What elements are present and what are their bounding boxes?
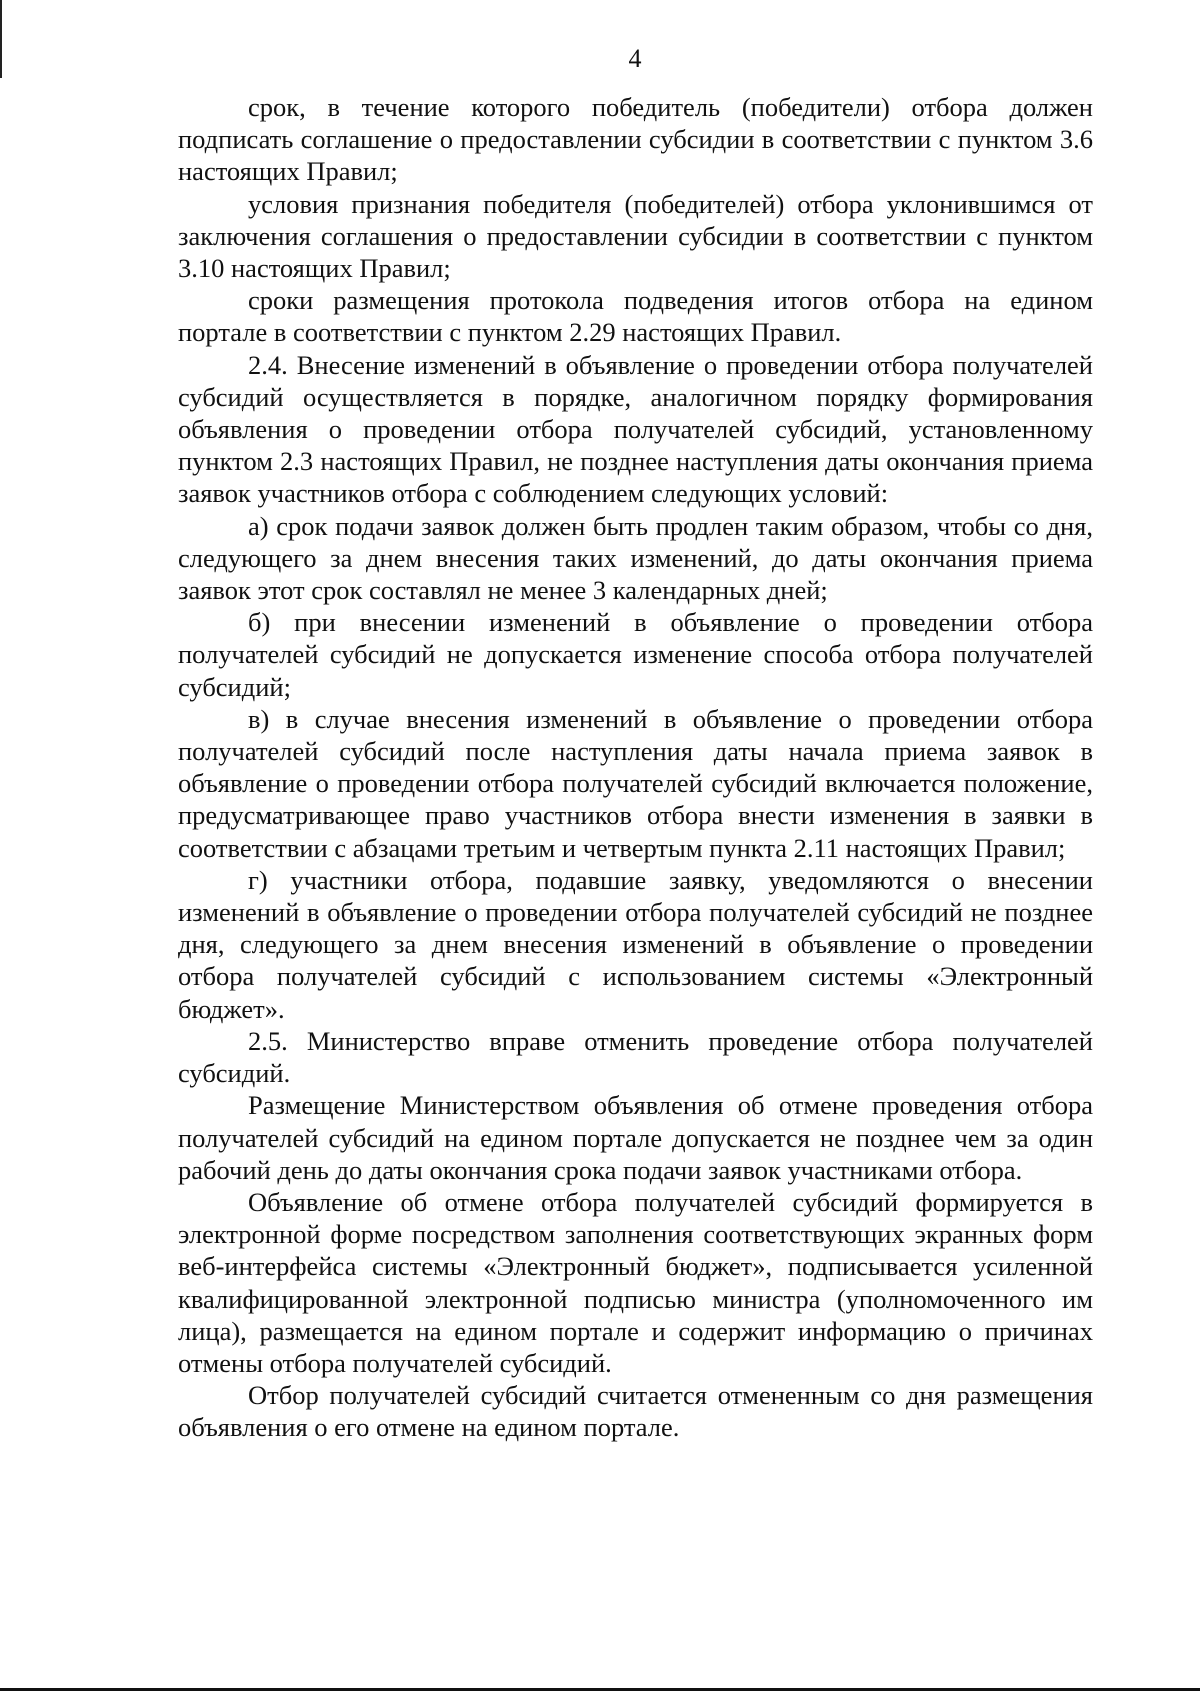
paragraph: Объявление об отмене отбора получателей субсидий формируется в электронной форме посредством заполнения соответствующих экранных форм веб-интерфейса системы «Электронный бюджет», подписывается усиленной квалифицированной электронной подписью министра (уполномоченного им лица), размещается на едином портале и содержит информацию о причинах отмены отбора получателей субсидий.: [178, 1186, 1093, 1378]
page-number: 4: [628, 44, 642, 73]
document-body: [178, 91, 1093, 1444]
paragraph: в) в случае внесения изменений в объявление о проведении отбора получателей субсидий после наступления даты начала приема заявок в объявление о проведении отбора получателей субсидий включается положение, предусматривающее право участников отбора внести изменения в заявки в соответствии с абзацами третьим и четвертым пункта 2.11 настоящих Правил;: [178, 703, 1093, 863]
paragraph: Размещение Министерством объявления об отмене проведения отбора получателей субсидий на едином портале допускается не позднее чем за один рабочий день до даты окончания срока подачи заявок участниками отбора.: [178, 1090, 1093, 1185]
paragraph: сроки размещения протокола подведения итогов отбора на едином портале в соответствии с пунктом 2.29 настоящих Правил.: [178, 285, 1093, 348]
paragraph: а) срок подачи заявок должен быть продлен таким образом, чтобы со дня, следующего за днем внесения таких изменений, до даты окончания приема заявок этот срок составлял не менее 3 календарных дней;: [178, 510, 1093, 606]
paragraph: Отбор получателей субсидий считается отмененным со дня размещения объявления о его отмене на едином портале.: [178, 1380, 1093, 1443]
paragraph: 2.4. Внесение изменений в объявление о проведении отбора получателей субсидий осуществляется в порядке, аналогичном порядку формирования объявления о проведении отбора получателей субсидий, установленному пунктом 2.3 настоящих Правил, не позднее наступления даты окончания приема заявок участников отбора с соблюдением следующих условий:: [178, 349, 1093, 509]
paragraph: б) при внесении изменений в объявление о проведении отбора получателей субсидий не допускается изменение способа отбора получателей субсидий;: [178, 607, 1093, 702]
paragraph: срок, в течение которого победитель (победители) отбора должен подписать соглашение о предоставлении субсидии в соответствии с пунктом 3.6 настоящих Правил;: [178, 92, 1093, 187]
paragraph: условия признания победителя (победителей) отбора уклонившимся от заключения соглашения о предоставлении субсидии в соответствии с пунктом 3.10 настоящих Правил;: [178, 188, 1093, 284]
paragraph: г) участники отбора, подавшие заявку, уведомляются о внесении изменений в объявление о проведении отбора получателей субсидий не позднее дня, следующего за днем внесения изменений в объявление о проведении отбора получателей субсидий с использованием системы «Электронный бюджет».: [178, 864, 1093, 1024]
paragraph: 2.5. Министерство вправе отменить проведение отбора получателей субсидий.: [178, 1025, 1093, 1089]
scan-bottom-edge: [0, 1688, 1200, 1691]
